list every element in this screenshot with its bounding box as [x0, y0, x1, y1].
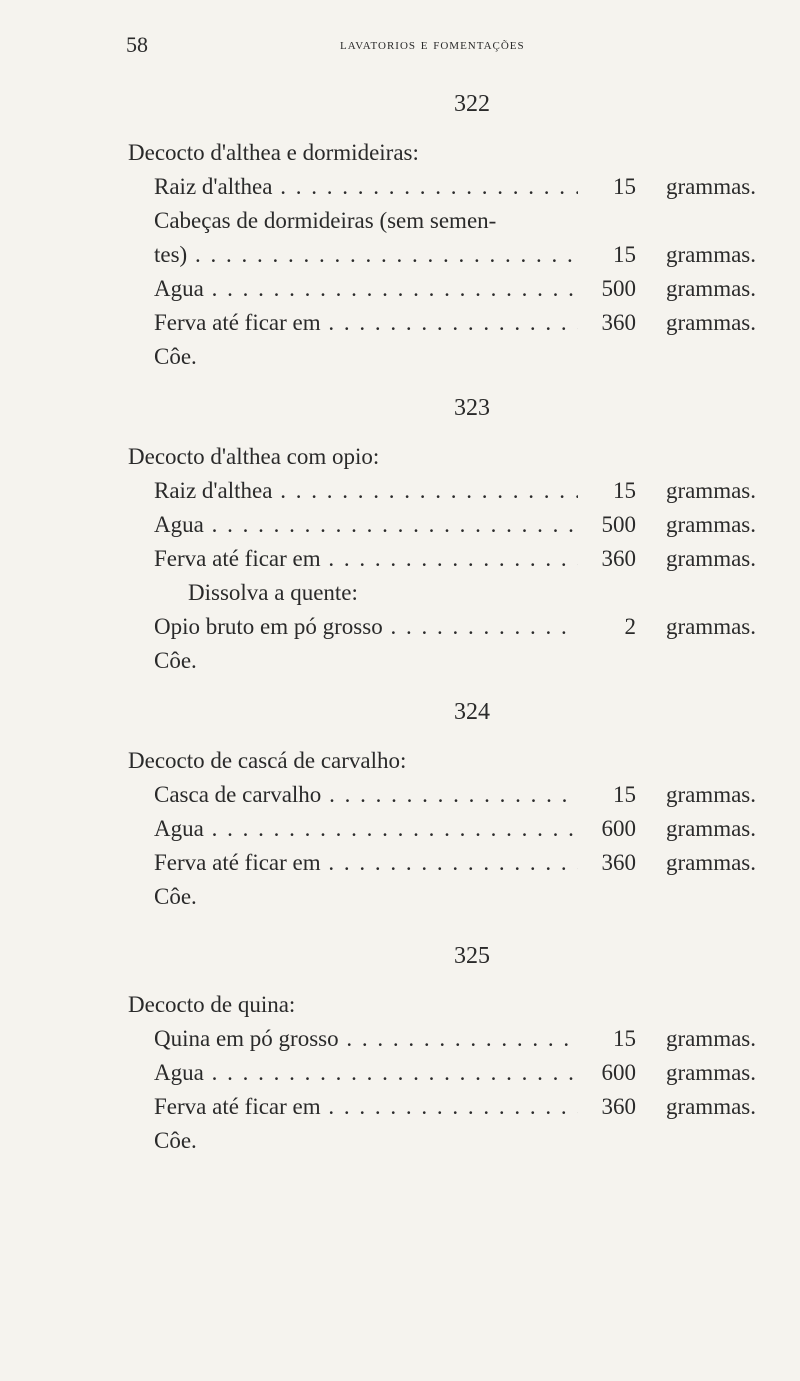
ingredient-name: Ferva até ficar em . . .: [154, 542, 578, 576]
ingredient-quantity: 360: [601, 850, 636, 875]
ingredient-line: [128, 1022, 756, 1056]
recipe-title: Decocto d'althea com opio:: [128, 444, 380, 469]
ingredient-name: Agua . . .: [154, 272, 578, 306]
ingredient-name: Raiz d'althea . . .: [154, 474, 578, 508]
ingredient-name: tes) . . .: [154, 238, 578, 272]
ingredient-quantity: 600: [601, 816, 636, 841]
ingredient-line: [128, 778, 756, 812]
ingredient-unit: grammas.: [665, 614, 756, 639]
ingredient-unit: grammas.: [665, 850, 756, 875]
page-number: 58: [126, 32, 148, 57]
ingredient-name: Opio bruto em pó grosso . . .: [154, 610, 578, 644]
ingredient-line: [128, 1090, 756, 1124]
recipe-number: 325: [454, 943, 490, 969]
ingredient-unit: grammas.: [665, 242, 756, 267]
ingredient-unit: grammas.: [665, 276, 756, 301]
ingredient-quantity: 15: [613, 242, 636, 267]
ingredient-line: [128, 238, 756, 272]
ingredient-unit: grammas.: [665, 174, 756, 199]
recipe-322: [128, 84, 756, 374]
ingredient-name: Agua . . .: [154, 812, 578, 846]
ingredient-quantity: 15: [613, 478, 636, 503]
recipe-title: Decocto d'althea e dormideiras:: [128, 140, 419, 165]
ingredient-quantity: 360: [601, 1094, 636, 1119]
ingredient-quantity: 15: [613, 1026, 636, 1051]
instruction-note: Dissolva a quente:: [188, 580, 358, 605]
ingredient-quantity: 500: [601, 512, 636, 537]
ingredient-name: Agua . . .: [154, 1056, 578, 1090]
ingredient-name: Ferva até ficar em . . .: [154, 846, 578, 880]
ingredient-line: [128, 508, 756, 542]
ingredient-line: [128, 1056, 756, 1090]
recipe-number: 322: [454, 91, 490, 117]
ingredient-quantity: 360: [601, 310, 636, 335]
ingredient-line: [128, 846, 756, 880]
ingredient-line: [128, 272, 756, 306]
ingredient-line: [128, 542, 756, 576]
ingredient-unit: grammas.: [665, 1060, 756, 1085]
ingredient-unit: grammas.: [665, 512, 756, 537]
recipe-closing: Côe.: [154, 1128, 197, 1153]
ingredient-name: Ferva até ficar em . . .: [154, 306, 578, 340]
recipe-title: Decocto de quina:: [128, 992, 296, 1017]
ingredient-unit: grammas.: [665, 1094, 756, 1119]
running-title: lavatorios e fomentações: [340, 37, 525, 53]
ingredient-quantity: 360: [601, 546, 636, 571]
recipe-325: [128, 936, 756, 1158]
ingredient-name: Agua . . .: [154, 508, 578, 542]
ingredient-unit: grammas.: [665, 478, 756, 503]
ingredient-line: [128, 610, 756, 644]
ingredient-name: Quina em pó grosso . . .: [154, 1022, 578, 1056]
ingredient-line: [128, 474, 756, 508]
page-header: [0, 32, 800, 58]
recipe-number: 324: [454, 699, 490, 725]
ingredient-line: [128, 812, 756, 846]
recipe-title: Decocto de cascá de carvalho:: [128, 748, 407, 773]
ingredient-name: Casca de carvalho . . .: [154, 778, 578, 812]
ingredient-unit: grammas.: [665, 1026, 756, 1051]
ingredient-unit: grammas.: [665, 782, 756, 807]
ingredient-text-line: Cabeças de dormideiras (sem semen-: [154, 208, 497, 233]
recipe-closing: Côe.: [154, 344, 197, 369]
recipe-number: 323: [454, 395, 490, 421]
ingredient-line: [128, 170, 756, 204]
recipe-closing: Côe.: [154, 884, 197, 909]
recipe-closing: Côe.: [154, 648, 197, 673]
ingredient-quantity: 15: [613, 782, 636, 807]
ingredient-name: Raiz d'althea . . .: [154, 170, 578, 204]
ingredient-quantity: 2: [624, 614, 636, 639]
ingredient-quantity: 500: [601, 276, 636, 301]
ingredient-unit: grammas.: [665, 816, 756, 841]
ingredient-name: Ferva até ficar em . . .: [154, 1090, 578, 1124]
recipe-323: [128, 388, 756, 678]
ingredient-line: [128, 306, 756, 340]
ingredient-unit: grammas.: [665, 310, 756, 335]
ingredient-quantity: 600: [601, 1060, 636, 1085]
ingredient-unit: grammas.: [665, 546, 756, 571]
ingredient-quantity: 15: [613, 174, 636, 199]
recipe-324: [128, 692, 756, 914]
